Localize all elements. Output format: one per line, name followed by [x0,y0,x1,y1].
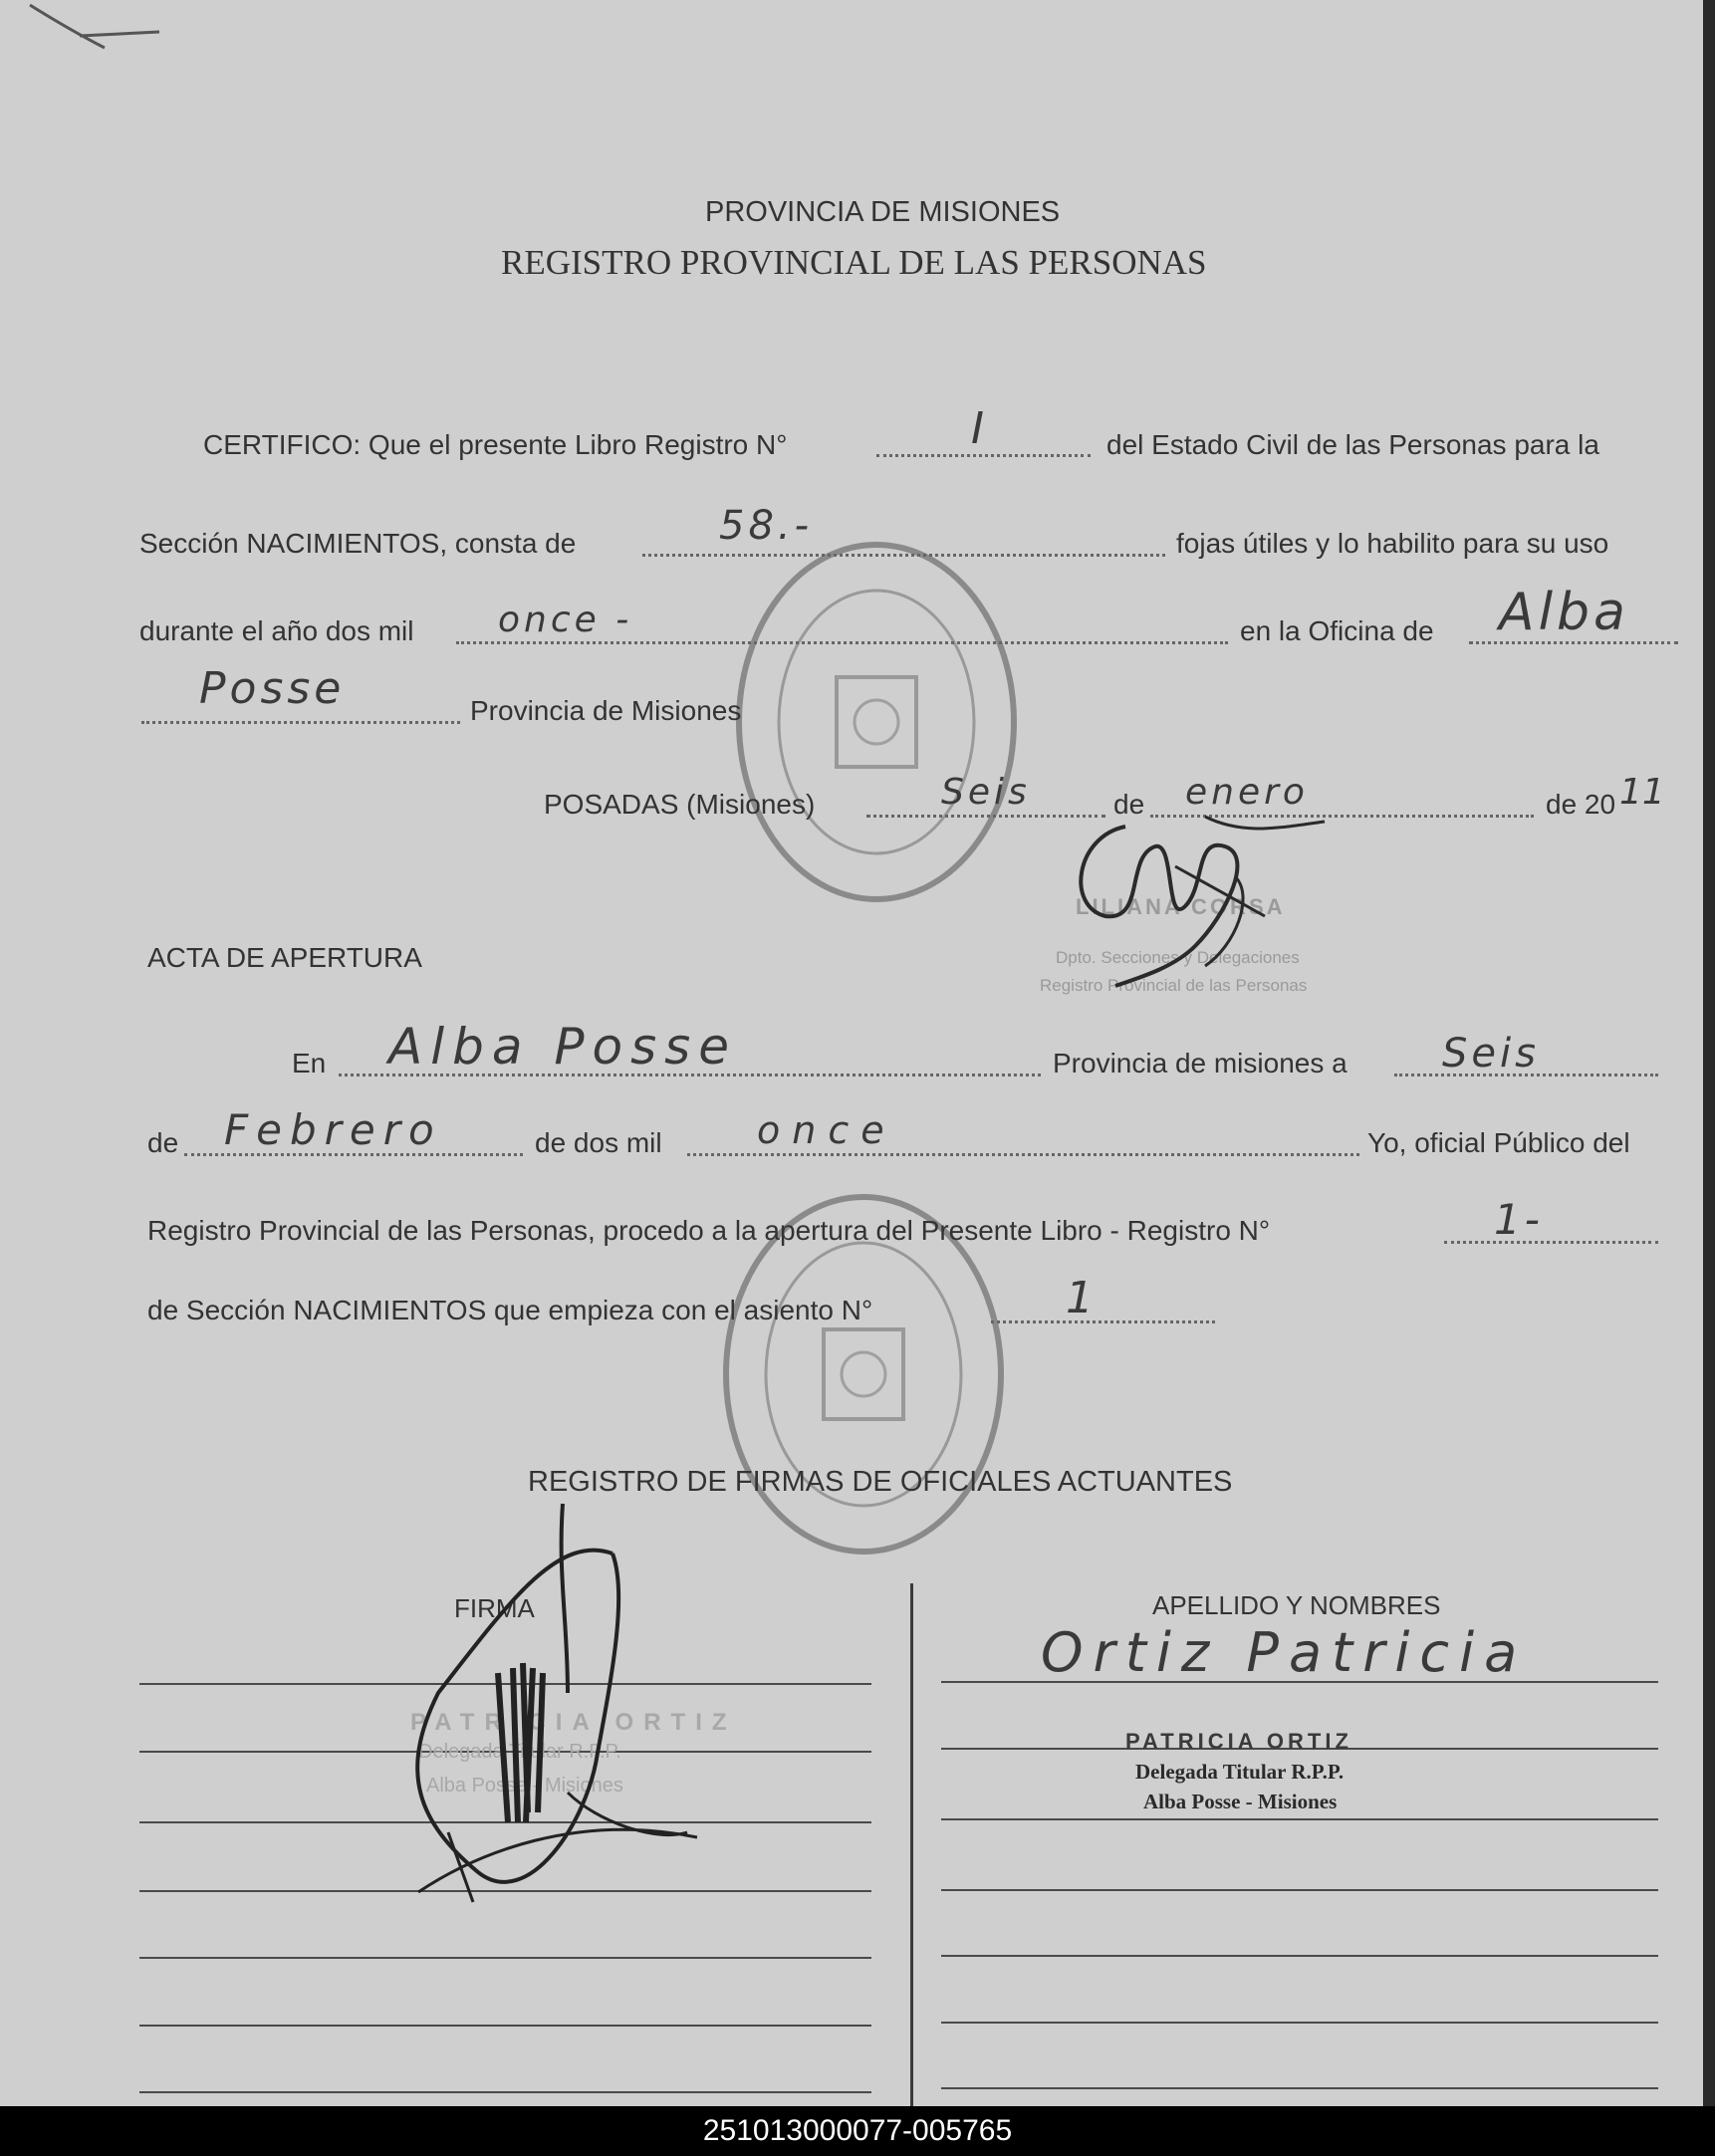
cert-date-month: enero [1185,772,1309,813]
cert-office-b: Posse [199,663,346,714]
signatures-title: REGISTRO DE FIRMAS DE OFICIALES ACTUANTES [528,1466,1233,1498]
firma-rule-6 [139,2025,871,2027]
corner-mark-icon [20,0,169,70]
cert-line1-text-a: CERTIFICO: Que el presente Libro Registro N° [203,429,788,460]
acta-line3-text-a: Registro Provincial de las Personas, procedo a la apertura del Presente Libro - Registro N° [147,1215,1271,1246]
official-signature [1056,797,1335,1006]
cert-year-words: once - [498,599,633,640]
document-id-footer: 251013000077-005765 [0,2106,1715,2156]
firma-rule-5 [139,1957,871,1959]
cert-line5-text-a: POSADAS (Misiones) [544,789,816,820]
nombres-rule-3 [941,1818,1658,1820]
header-registry: REGISTRO PROVINCIAL DE LAS PERSONAS [501,243,1207,282]
cert-line2-dots [642,554,1165,557]
official-stamp-org: Registro Provincial de las Personas [1040,976,1308,995]
acta-entry-number: 1 [1066,1273,1098,1323]
official-stamp-role: Dpto. Secciones y Delegaciones [1056,948,1300,967]
stamp-place: Alba Posse - Misiones [1143,1790,1338,1813]
official-stamp-name: LILIANA CORSA [1076,894,1286,919]
nombres-rule-6 [941,2022,1658,2024]
acta-line2-dots2 [687,1153,1359,1156]
cert-office-a: Alba [1499,583,1629,642]
acta-year-words: once [757,1108,896,1152]
acta-line2-text-c: Yo, oficial Público del [1367,1127,1630,1158]
faint-stamp-role: Delegada Titular R.P.P. [418,1741,621,1763]
acta-line1-text-a: En [292,1048,327,1078]
stamp-role: Delegada Titular R.P.P. [1135,1760,1345,1784]
acta-line1-text-b: Provincia de misiones a [1053,1048,1348,1078]
nombres-rule-5 [941,1955,1658,1957]
cert-line2-text-b: fojas útiles y lo habilito para su uso [1176,528,1609,559]
cert-line1-dots [876,454,1091,457]
acta-day: Seis [1442,1031,1540,1077]
faint-stamp-place: Alba Posse - Misiones [426,1775,623,1797]
nombres-rule-7 [941,2087,1658,2089]
cert-line4-dots [141,721,460,724]
acta-title: ACTA DE APERTURA [147,942,422,973]
cert-line3-dots [456,641,1228,644]
acta-line4-dots [991,1320,1215,1323]
col-nombres-header: APELLIDO Y NOMBRES [1152,1590,1441,1620]
col-firma-header: FIRMA [454,1593,535,1623]
nombres-rule-4 [941,1889,1658,1891]
stamp-name: PATRICIA ORTIZ [1125,1729,1352,1754]
cert-pages-count: 58.- [719,503,814,549]
cert-line1-text-b: del Estado Civil de las Personas para la [1106,429,1599,460]
firma-rule-7 [139,2091,871,2093]
acta-line4-text-a: de Sección NACIMIENTOS que empieza con el asiento N° [147,1295,873,1325]
signatures-column-divider [910,1583,913,2106]
cert-line4-text-b: Provincia de Misiones [470,695,742,726]
acta-line2-text-a: de [147,1127,179,1158]
cert-registry-number: I [971,403,988,454]
cert-line3-text-a: durante el año dos mil [139,615,414,646]
acta-month: Febrero [224,1105,442,1154]
cert-date-year: 11 [1619,772,1665,813]
acta-registry-number: 1- [1494,1195,1544,1244]
official-name-handwritten: Ortiz Patricia [1041,1621,1528,1684]
page-right-border [1703,0,1715,2106]
faint-stamp-name: PATRICIA ORTIZ [410,1709,737,1736]
header-province: PROVINCIA DE MISIONES [705,196,1061,228]
cert-date-day: Seis [941,772,1031,813]
acta-place: Alba Posse [388,1018,737,1076]
cert-line3-text-b: en la Oficina de [1240,615,1434,646]
acta-line3-dots [1444,1241,1658,1244]
registry-seal-top [732,533,1021,911]
acta-line2-text-b: de dos mil [535,1127,662,1158]
cert-line5-de: de [1113,789,1145,820]
cert-line2-text-a: Sección NACIMIENTOS, consta de [139,528,577,559]
cert-line5-year-prefix: de 20 [1546,789,1616,820]
firma-signature [398,1494,717,1922]
